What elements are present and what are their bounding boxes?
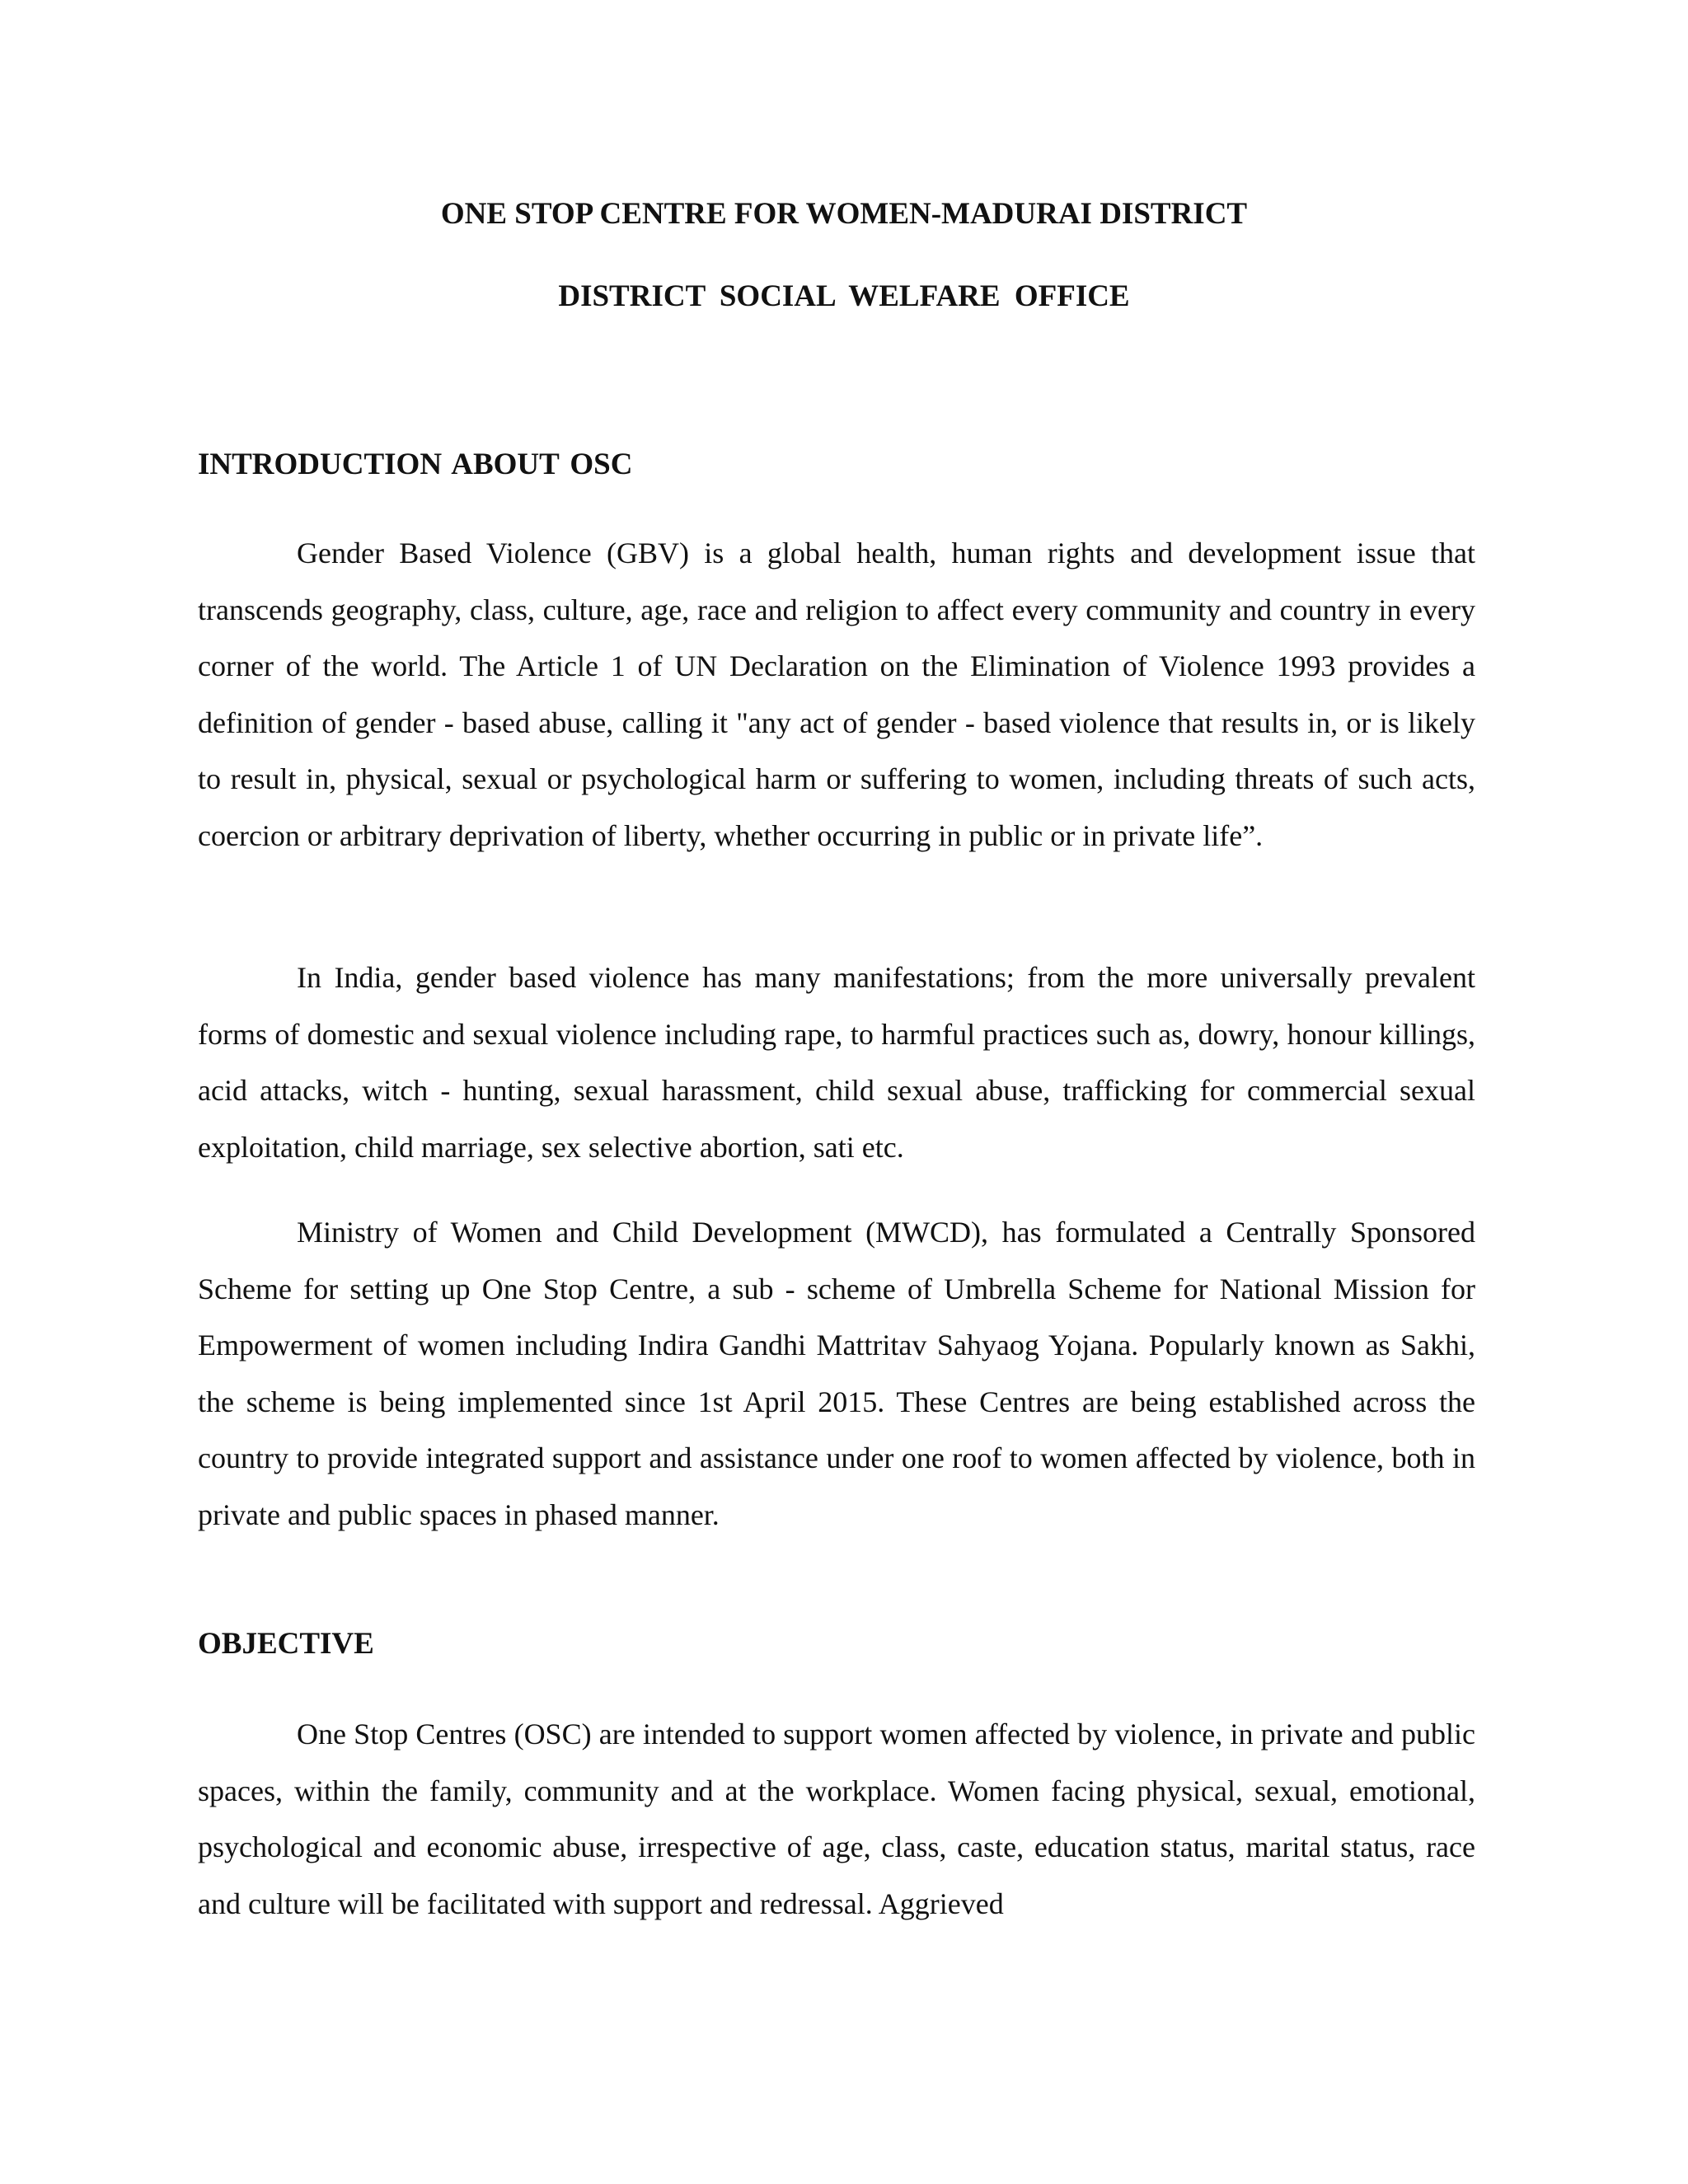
introduction-paragraph-2: In India, gender based violence has many manifestations; from the more universally prevalent forms of domestic and sexual violence including rape, to harmful practices such as, dowry, honour killings, acid attacks, witch - hunting, sexual harassment, child sexual abuse, trafficking for commercial sexual exploitation, child marriage, sex selective abortion, sati etc. xyxy=(198,961,1475,1164)
introduction-paragraph-3: Ministry of Women and Child Development (MWCD), has formulated a Centrally Sponsored Scheme for setting up One Stop Centre, a sub - scheme of Umbrella Scheme for National Mission for Empowerment of women including Indira Gandhi Mattritav Sahyaog Yojana. Popularly known as Sakhi, the scheme is being implemented since 1st April 2015. These Centres are being established across the country to provide integrated support and assistance under one roof to women affected by violence, both in private and public spaces in phased manner. xyxy=(198,1216,1475,1531)
section-heading-objective: OBJECTIVE xyxy=(198,1627,374,1661)
document-title: ONE STOP CENTRE FOR WOMEN-MADURAI DISTRICT xyxy=(440,197,1248,231)
document-subtitle: DISTRICT SOCIAL WELFARE OFFICE xyxy=(558,279,1130,313)
introduction-paragraph-1: Gender Based Violence (GBV) is a global health, human rights and development issue that transcends geography, class, culture, age, race and religion to affect every community and country in every corner of the world. The Article 1 of UN Declaration on the Elimination of Violence 1993 provides a definition of gender - based abuse, calling it "any act of gender - based violence that results in, or is likely to result in, physical, sexual or psychological harm or suffering to women, including threats of such acts, coercion or arbitrary deprivation of liberty, whether occurring in public or in private life”. xyxy=(198,537,1475,852)
section-heading-introduction: INTRODUCTION ABOUT OSC xyxy=(198,448,633,481)
objective-paragraph-1: One Stop Centres (OSC) are intended to support women affected by violence, in private and public spaces, within the family, community and at the workplace. Women facing physical, sexual, emotional, psychological and economic abuse, irrespective of age, class, caste, education status, marital status, race and culture will be facilitated with support and redressal. Aggrieved xyxy=(198,1718,1475,1920)
